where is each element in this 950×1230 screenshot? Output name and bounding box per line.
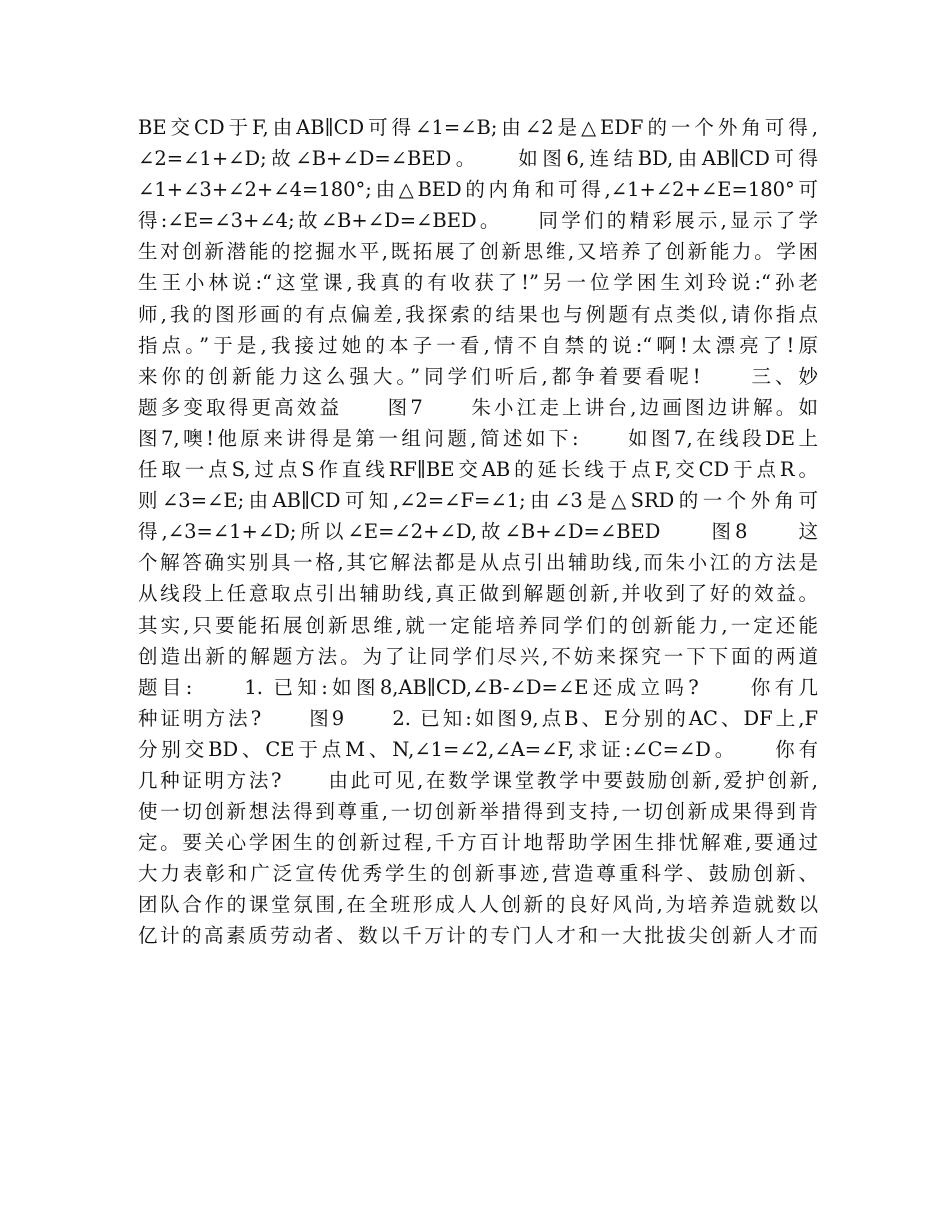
text-line: 得,∠3=∠1+∠D;所以∠E=∠2+∠D,故∠B+∠D=∠BED 图8 这 xyxy=(138,520,818,544)
text-line: 其实,只要能拓展创新思维,就一定能培养同学们的创新能力,一定还能 xyxy=(138,613,818,637)
text-line: 生对创新潜能的挖掘水平,既拓展了创新思维,又培养了创新能力。学困 xyxy=(138,240,818,264)
text-line: 题多变取得更高效益 图7 朱小江走上讲台,边画图边讲解。如 xyxy=(138,395,818,419)
text-line: 种证明方法? 图9 2. 已知:如图9,点B、E分别的AC、DF上,F xyxy=(138,706,818,730)
text-line: 来你的创新能力这么强大。”同学们听后,都争着要看呢! 三、妙 xyxy=(138,364,818,388)
body-text xyxy=(138,112,818,952)
text-line: 得:∠E=∠3+∠4;故∠B+∠D=∠BED。 同学们的精彩展示,显示了学 xyxy=(138,209,818,233)
text-line: 从线段上任意取点引出辅助线,真正做到解题创新,并收到了好的效益。 xyxy=(138,582,818,606)
text-line: ∠2=∠1+∠D;故∠B+∠D=∠BED。 如图6,连结BD,由AB∥CD可得 xyxy=(138,147,818,171)
text-line: 定。要关心学困生的创新过程,千方百计地帮助学困生排忧解难,要通过 xyxy=(138,831,818,855)
text-line: 任取一点S,过点S作直线RF∥BE交AB的延长线于点F,交CD于点R。 xyxy=(138,458,818,482)
text-line: 团队合作的课堂氛围,在全班形成人人创新的良好风尚,为培养造就数以 xyxy=(138,893,818,917)
text-line: BE交CD于F,由AB∥CD可得∠1=∠B;由∠2是△EDF的一个外角可得, xyxy=(138,116,818,139)
text-line: 指点。”于是,我接过她的本子一看,情不自禁的说:“啊!太漂亮了!原 xyxy=(138,333,818,357)
text-line: ∠1+∠3+∠2+∠4=180°;由△BED的内角和可得,∠1+∠2+∠E=180°可 xyxy=(138,178,818,202)
text-line: 使一切创新想法得到尊重,一切创新举措得到支持,一切创新成果得到肯 xyxy=(138,800,818,824)
text-line: 图7,噢!他原来讲得是第一组问题,简述如下: 如图7,在线段DE上 xyxy=(138,426,818,450)
text-line: 则∠3=∠E;由AB∥CD可知,∠2=∠F=∠1;由∠3是△SRD的一个外角可 xyxy=(138,489,818,513)
text-line: 几种证明方法? 由此可见,在数学课堂教学中要鼓励创新,爱护创新, xyxy=(138,768,818,792)
text-line: 题目: 1. 已知:如图8,AB∥CD,∠B-∠D=∠E还成立吗? 你有几 xyxy=(138,675,818,699)
text-line: 亿计的高素质劳动者、数以千万计的专门人才和一大批拔尖创新人才而 xyxy=(138,924,818,948)
text-line: 大力表彰和广泛宣传优秀学生的创新事迹,营造尊重科学、鼓励创新、 xyxy=(138,862,818,886)
text-line: 创造出新的解题方法。为了让同学们尽兴,不妨来探究一下下面的两道 xyxy=(138,644,818,668)
text-line: 生王小林说:“这堂课,我真的有收获了!”另一位学困生刘玲说:“孙老 xyxy=(138,271,818,295)
text-line: 个解答确实别具一格,其它解法都是从点引出辅助线,而朱小江的方法是 xyxy=(138,551,818,575)
text-line: 分别交BD、CE于点M、N,∠1=∠2,∠A=∠F,求证:∠C=∠D。 你有 xyxy=(138,737,818,761)
text-line: 师,我的图形画的有点偏差,我探索的结果也与例题有点类似,请你指点 xyxy=(138,302,818,326)
